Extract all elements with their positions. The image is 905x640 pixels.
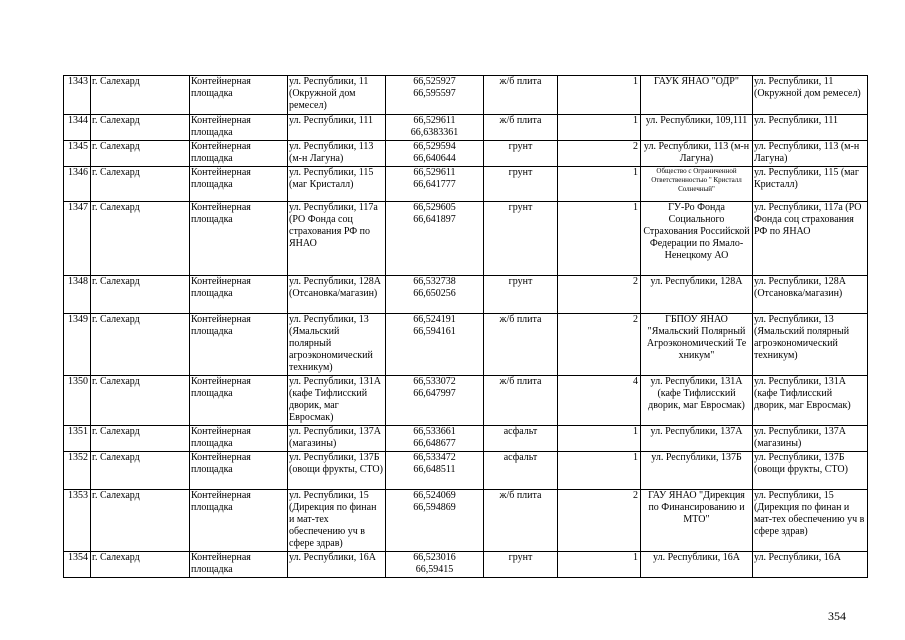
row-number: 1348 [64, 276, 91, 314]
owner: ул. Республики, 137А [641, 426, 753, 452]
site-type: Контейнерная площадка [190, 552, 288, 578]
container-count: 1 [558, 115, 641, 141]
waste-source: ул. Республики, 13 (Ямальский полярный агроэкономический техникум) [753, 314, 868, 376]
latitude: 66,523016 [413, 552, 456, 563]
latitude: 66,533472 [413, 452, 456, 463]
waste-source: ул. Республики, 137А (магазины) [753, 426, 868, 452]
latitude: 66,525927 [413, 76, 456, 87]
longitude: 66,6383361 [410, 127, 459, 138]
longitude: 66,640644 [413, 153, 456, 164]
site-type: Контейнерная площадка [190, 76, 288, 115]
address: ул. Республики, 111 [288, 115, 386, 141]
coordinates [386, 452, 484, 490]
site-type: Контейнерная площадка [190, 314, 288, 376]
address: ул. Республики, 131А (кафе Тифлисский дворик, маг Евросмак) [288, 376, 386, 426]
coordinates [386, 490, 484, 552]
site-type: Контейнерная площадка [190, 115, 288, 141]
container-count: 4 [558, 376, 641, 426]
container-count: 2 [558, 314, 641, 376]
owner: ул. Республики, 16А [641, 552, 753, 578]
row-number: 1353 [64, 490, 91, 552]
address: ул. Республики, 117а (РО Фонда соц страхования РФ по ЯНАО [288, 202, 386, 276]
container-count: 2 [558, 490, 641, 552]
surface: асфальт [484, 426, 558, 452]
surface: ж/б плита [484, 115, 558, 141]
longitude: 66,59415 [415, 564, 454, 575]
city: г. Салехард [91, 141, 190, 167]
surface: ж/б плита [484, 76, 558, 115]
table-row [64, 490, 868, 552]
owner: ул. Республики, 137Б [641, 452, 753, 490]
row-number: 1349 [64, 314, 91, 376]
surface: грунт [484, 167, 558, 202]
city: г. Салехард [91, 115, 190, 141]
waste-source: ул. Республики, 131А (кафе Тифлисский дворик, маг Евросмак) [753, 376, 868, 426]
table-row [64, 426, 868, 452]
surface: ж/б плита [484, 490, 558, 552]
address: ул. Республики, 113 (м-н Лагуна) [288, 141, 386, 167]
coordinates [386, 202, 484, 276]
table-row [64, 276, 868, 314]
waste-source: ул. Республики, 15 (Дирекция по финан и мат-тех обеспечению уч в сфере здрав) [753, 490, 868, 552]
city: г. Салехард [91, 376, 190, 426]
longitude: 66,650256 [413, 288, 456, 299]
latitude: 66,524191 [413, 314, 456, 325]
surface: грунт [484, 202, 558, 276]
table-row [64, 141, 868, 167]
container-count: 2 [558, 141, 641, 167]
surface: ж/б плита [484, 376, 558, 426]
city: г. Салехард [91, 202, 190, 276]
site-type: Контейнерная площадка [190, 452, 288, 490]
waste-source: ул. Республики, 115 (маг Кристалл) [753, 167, 868, 202]
waste-source: ул. Республики, 117а (РО Фонда соц страхования РФ по ЯНАО [753, 202, 868, 276]
longitude: 66,595597 [413, 88, 456, 99]
containers-table [63, 75, 868, 578]
row-number: 1354 [64, 552, 91, 578]
address: ул. Республики, 16А [288, 552, 386, 578]
row-number: 1345 [64, 141, 91, 167]
row-number: 1352 [64, 452, 91, 490]
table-row [64, 115, 868, 141]
waste-source: ул. Республики, 111 [753, 115, 868, 141]
row-number: 1346 [64, 167, 91, 202]
row-number: 1350 [64, 376, 91, 426]
longitude: 66,648677 [413, 438, 456, 449]
waste-source: ул. Республики, 11 (Окружной дом ремесел) [753, 76, 868, 115]
longitude: 66,594161 [413, 326, 456, 337]
latitude: 66,533072 [413, 376, 456, 387]
table-row [64, 167, 868, 202]
longitude: 66,647997 [413, 388, 456, 399]
address: ул. Республики, 128А (Отсановка/магазин) [288, 276, 386, 314]
city: г. Салехард [91, 490, 190, 552]
surface: грунт [484, 552, 558, 578]
table-row [64, 376, 868, 426]
surface: асфальт [484, 452, 558, 490]
latitude: 66,524069 [413, 490, 456, 501]
row-number: 1344 [64, 115, 91, 141]
surface: ж/б плита [484, 314, 558, 376]
coordinates [386, 552, 484, 578]
owner: ул. Республики, 131А (кафе Тифлисский дворик, маг Евросмак) [641, 376, 753, 426]
latitude: 66,533661 [413, 426, 456, 437]
city: г. Салехард [91, 314, 190, 376]
longitude: 66,648511 [413, 464, 456, 475]
coordinates [386, 376, 484, 426]
latitude: 66,529611 [413, 115, 456, 126]
city: г. Салехард [91, 76, 190, 115]
address: ул. Республики, 137Б (овощи фрукты, СТО) [288, 452, 386, 490]
longitude: 66,641897 [413, 214, 456, 225]
city: г. Салехард [91, 276, 190, 314]
coordinates [386, 276, 484, 314]
waste-source: ул. Республики, 113 (м-н Лагуна) [753, 141, 868, 167]
site-type: Контейнерная площадка [190, 376, 288, 426]
container-count: 1 [558, 426, 641, 452]
container-count: 2 [558, 276, 641, 314]
container-count: 1 [558, 76, 641, 115]
owner: ГБПОУ ЯНАО "Ямальский Полярный Агроэкономический Те хникум" [641, 314, 753, 376]
latitude: 66,529594 [413, 141, 456, 152]
container-count: 1 [558, 552, 641, 578]
coordinates [386, 314, 484, 376]
longitude: 66,641777 [413, 179, 456, 190]
row-number: 1343 [64, 76, 91, 115]
address: ул. Республики, 15 (Дирекция по финан и мат-тех обеспечению уч в сфере здрав) [288, 490, 386, 552]
row-number: 1351 [64, 426, 91, 452]
table-row [64, 314, 868, 376]
waste-source: ул. Республики, 128А (Отсановка/магазин) [753, 276, 868, 314]
surface: грунт [484, 276, 558, 314]
city: г. Салехард [91, 452, 190, 490]
table-row [64, 76, 868, 115]
city: г. Салехард [91, 167, 190, 202]
latitude: 66,529611 [413, 167, 456, 178]
table-row [64, 452, 868, 490]
page-number: 354 [828, 609, 846, 623]
coordinates [386, 115, 484, 141]
longitude: 66,594869 [413, 502, 456, 513]
coordinates [386, 141, 484, 167]
site-type: Контейнерная площадка [190, 167, 288, 202]
site-type: Контейнерная площадка [190, 141, 288, 167]
row-number: 1347 [64, 202, 91, 276]
table-row [64, 202, 868, 276]
container-count: 1 [558, 202, 641, 276]
coordinates [386, 76, 484, 115]
container-count: 1 [558, 452, 641, 490]
waste-source: ул. Республики, 16А [753, 552, 868, 578]
owner: ул. Республики, 128А [641, 276, 753, 314]
site-type: Контейнерная площадка [190, 490, 288, 552]
latitude: 66,532738 [413, 276, 456, 287]
address: ул. Республики, 13 (Ямальский полярный агроэкономический техникум) [288, 314, 386, 376]
owner: ул. Республики, 109,111 [641, 115, 753, 141]
owner: ул. Республики, 113 (м-н Лагуна) [641, 141, 753, 167]
surface: грунт [484, 141, 558, 167]
address: ул. Республики, 137А (магазины) [288, 426, 386, 452]
table-row [64, 552, 868, 578]
container-count: 1 [558, 167, 641, 202]
address: ул. Республики, 115 (маг Кристалл) [288, 167, 386, 202]
site-type: Контейнерная площадка [190, 276, 288, 314]
owner: ГУ-Ро Фонда Социального Страхования Российской Федерации по Ямало-Ненецкому АО [641, 202, 753, 276]
site-type: Контейнерная площадка [190, 426, 288, 452]
city: г. Салехард [91, 552, 190, 578]
latitude: 66,529605 [413, 202, 456, 213]
owner: ГАУК ЯНАО "ОДР" [641, 76, 753, 115]
coordinates [386, 167, 484, 202]
site-type: Контейнерная площадка [190, 202, 288, 276]
city: г. Салехард [91, 426, 190, 452]
owner: Общество с Ограниченной Ответственностью " Кристалл Солнечный" [641, 167, 753, 202]
address: ул. Республики, 11 (Окружной дом ремесел) [288, 76, 386, 115]
coordinates [386, 426, 484, 452]
owner: ГАУ ЯНАО "Дирекция по Финансированию и МТО" [641, 490, 753, 552]
table-body [64, 76, 868, 578]
waste-source: ул. Республики, 137Б (овощи фрукты, СТО) [753, 452, 868, 490]
